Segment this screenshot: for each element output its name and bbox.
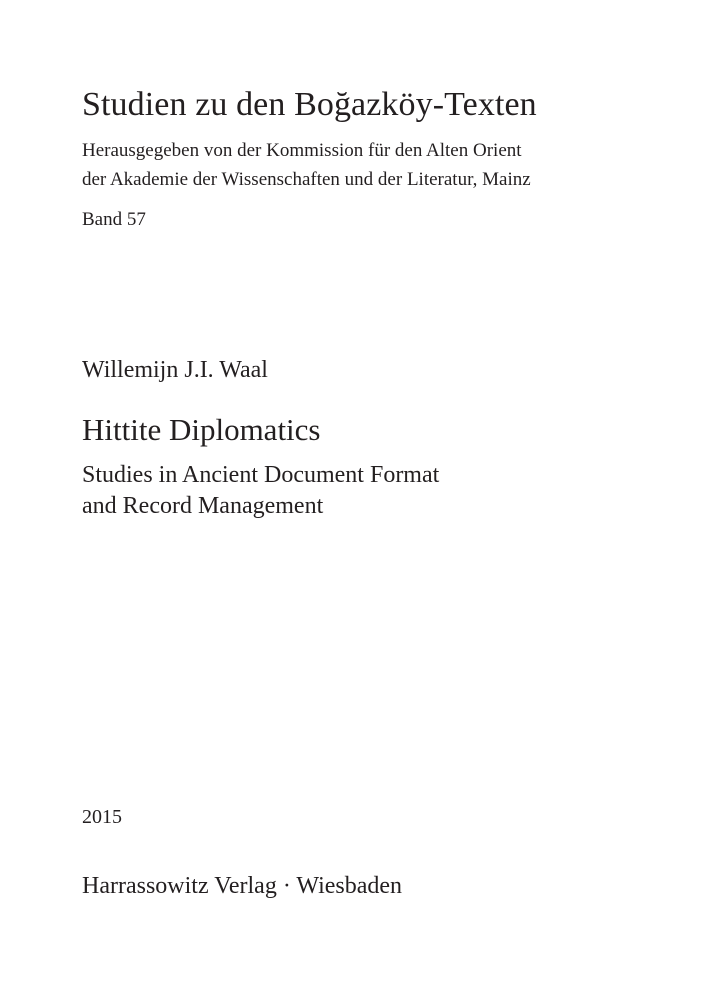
series-editors-line-2: der Akademie der Wissenschaften und der Literatur, Mainz [82, 169, 531, 190]
book-title: Hittite Diplomatics [82, 412, 321, 447]
series-editors-line-1: Herausgegeben von der Kommission für den Alten Orient [82, 140, 522, 161]
book-subtitle-line-2: and Record Management [82, 493, 324, 519]
book-subtitle-line-1: Studies in Ancient Document Format [82, 462, 440, 488]
series-title: Studien zu den Boğazköy-Texten [82, 86, 537, 123]
publication-year: 2015 [82, 806, 122, 828]
publisher-imprint: Harrassowitz Verlag · Wiesbaden [82, 873, 403, 899]
series-volume: Band 57 [82, 209, 146, 230]
book-author: Willemijn J.I. Waal [82, 357, 268, 383]
